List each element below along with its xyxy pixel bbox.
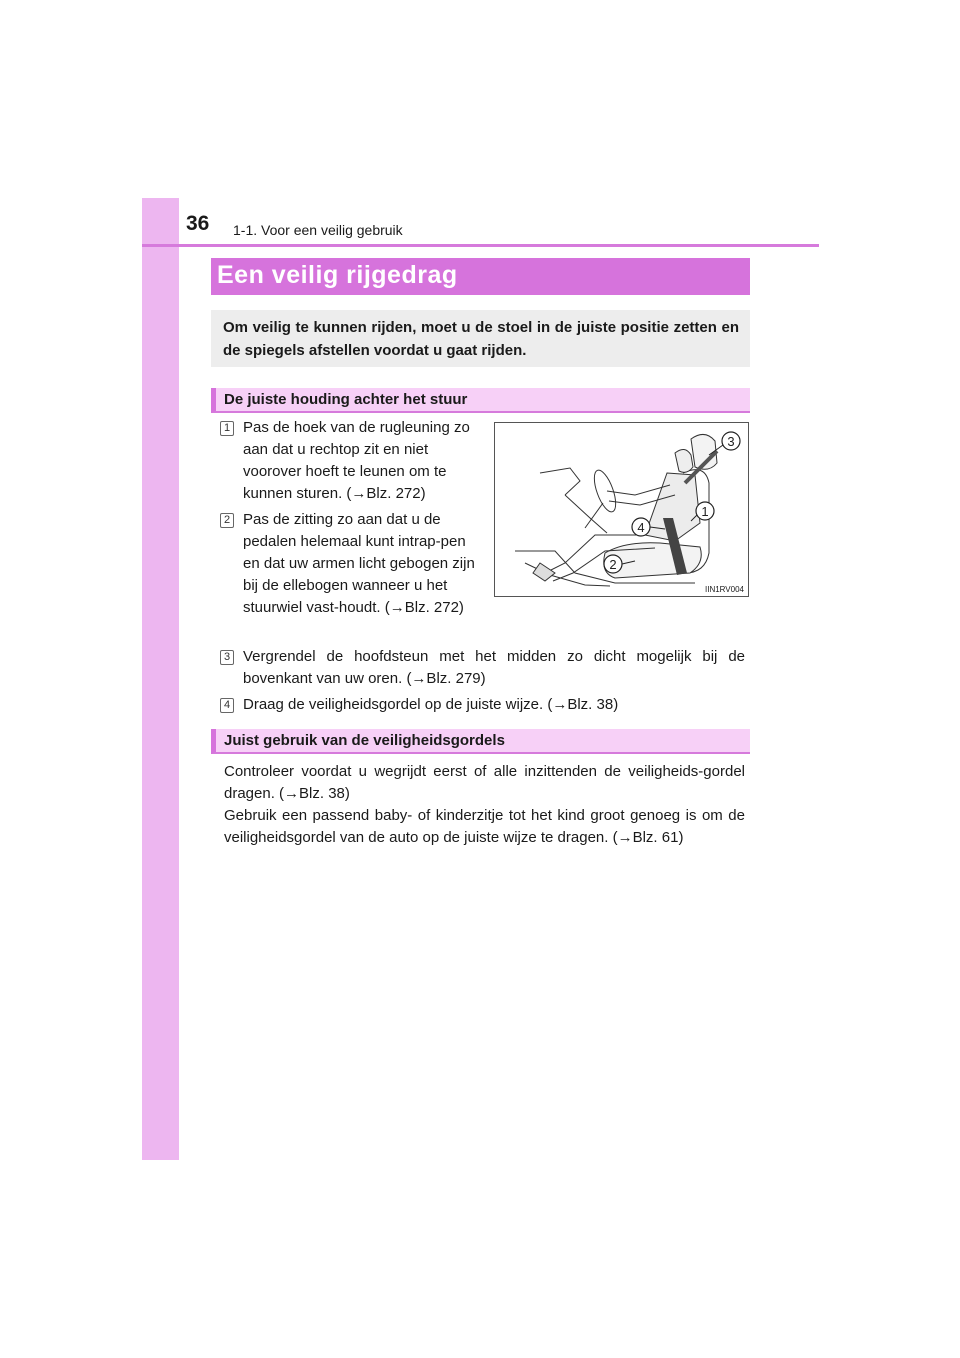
subheading-seatbelts-label: Juist gebruik van de veiligheidsgordels xyxy=(224,732,505,749)
callout-4: 4 xyxy=(637,520,645,535)
subheading-posture-label: De juiste houding achter het stuur xyxy=(224,391,468,408)
subheading-seatbelts xyxy=(211,729,750,754)
intro-box xyxy=(211,310,750,367)
seatbelt-usage-text: Controleer voordat u wegrijdt eerst of alle inzittenden de veiligheids-gordel dragen. (→Blz. 38) Gebruik een passend baby- of kinderzitje tot het kind groot genoeg is om de veiligheidsgordel van de auto op de juiste wijze te dragen. (→Blz. 61) xyxy=(224,763,745,846)
callout-3: 3 xyxy=(727,434,735,449)
item-text-2: Pas de zitting zo aan dat u de pedalen helemaal kunt intrap-pen en dat uw armen licht gebogen zijn bij de ellebogen wanneer u het stuurwiel vast-houdt. (→Blz. 272) xyxy=(243,511,475,616)
item-text-3: Vergrendel de hoofdsteun met het midden zo dicht mogelijk bij de bovenkant van uw oren. (→Blz. 279) xyxy=(243,648,745,687)
chapter-side-tab xyxy=(142,198,179,1160)
item-number-2: 2 xyxy=(220,513,234,528)
item-number-4: 4 xyxy=(220,698,234,713)
header-rule xyxy=(142,244,819,247)
item-number-3: 3 xyxy=(220,650,234,665)
driving-posture-figure xyxy=(494,422,749,597)
figure-code: IIN1RV004 xyxy=(705,585,744,594)
item-number-1: 1 xyxy=(220,421,234,436)
driver-seat-illustration xyxy=(495,423,748,596)
callout-1: 1 xyxy=(701,504,709,519)
subheading-posture xyxy=(211,388,750,413)
intro-text: Om veilig te kunnen rijden, moet u de stoel in de juiste positie zetten en de spiegels afstellen voordat u gaat rijden. xyxy=(223,319,739,359)
item-text-1: Pas de hoek van de rugleuning zo aan dat u rechtop zit en niet voorover hoeft te leunen om te kunnen sturen. (→Blz. 272) xyxy=(243,419,470,502)
running-header: 1-1. Voor een veilig gebruik xyxy=(233,222,403,238)
section-title-bar xyxy=(211,258,750,295)
page-number: 36 xyxy=(186,212,210,235)
callout-2: 2 xyxy=(609,557,617,572)
section-title: Een veilig rijgedrag xyxy=(217,261,458,289)
item-text-4: Draag de veiligheidsgordel op de juiste wijze. (→Blz. 38) xyxy=(243,696,619,713)
